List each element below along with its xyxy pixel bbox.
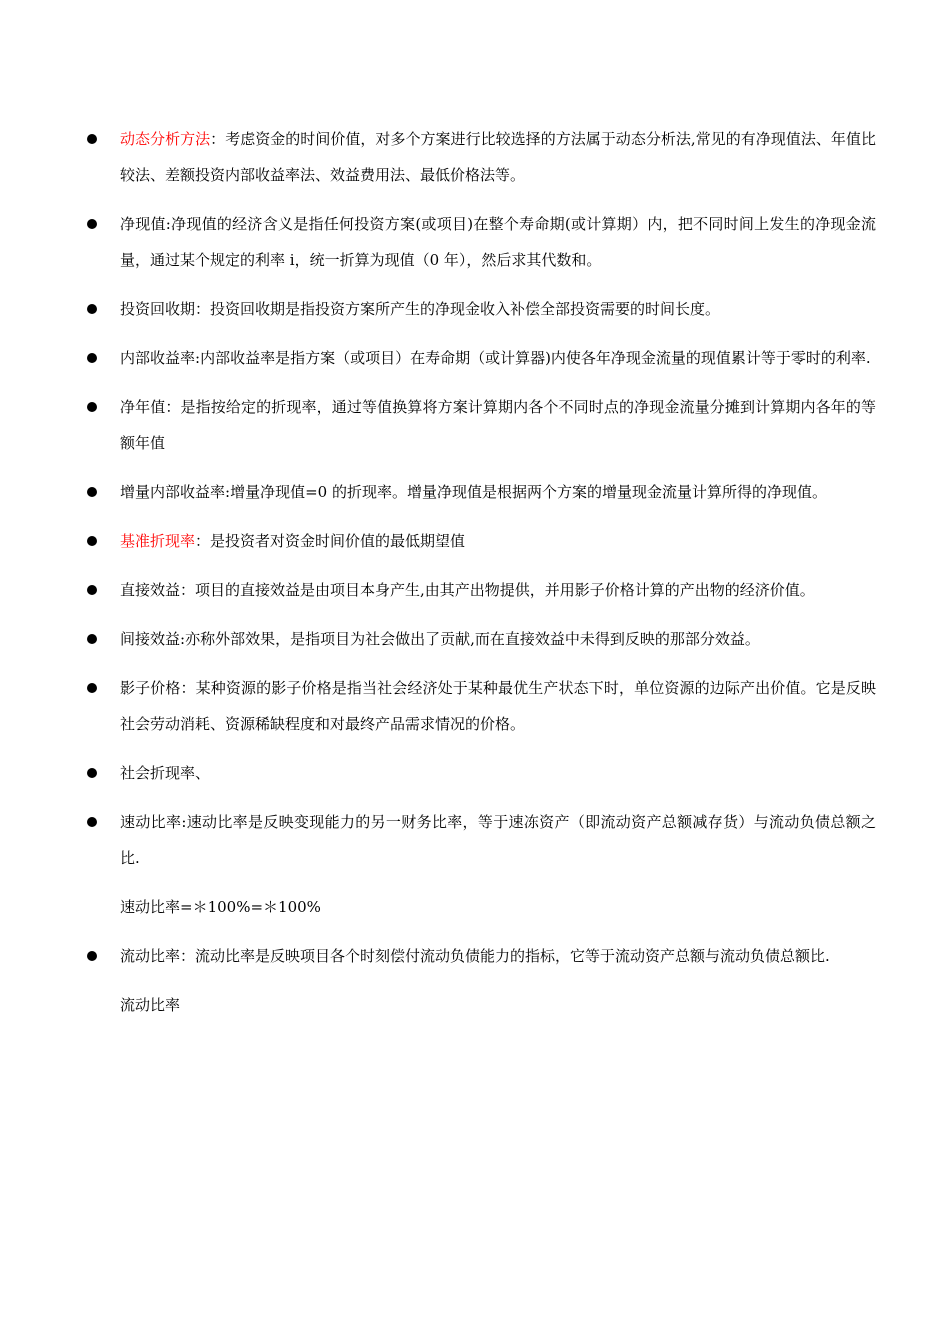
term-separator: ： xyxy=(210,130,226,148)
term-label: 投资回收期 xyxy=(120,300,196,318)
term-label: 内部收益率 xyxy=(120,349,196,367)
list-item-indirect-benefit xyxy=(86,621,876,657)
list-item-social-discount-rate xyxy=(86,755,876,791)
list-item-nav xyxy=(86,389,876,461)
definition-text: 流动比率是反映项目各个时刻偿付流动负债能力的指标，它等于流动资产总额与流动负债总额比. xyxy=(195,947,830,965)
bullet-icon xyxy=(87,219,97,229)
definition-text: 速动比率是反映变现能力的另一财务比率，等于速冻资产（即流动资产总额减存货）与流动负债总额之比. xyxy=(120,813,876,867)
list-item-dynamic-analysis xyxy=(86,121,876,193)
term-label: 基准折现率 xyxy=(120,532,196,550)
term-separator: : xyxy=(165,215,171,233)
quick-ratio-formula: 速动比率=＊100%=＊100% xyxy=(120,898,321,916)
list-item-quick-ratio xyxy=(86,804,876,876)
definition-text: 内部收益率是指方案（或项目）在寿命期（或计算器)内使各年净现金流量的现值累计等于零时的利率. xyxy=(200,349,871,367)
list-item-payback xyxy=(86,291,876,327)
term-label: 流动比率 xyxy=(120,947,181,965)
bullet-icon xyxy=(87,536,97,546)
term-label: 影子价格 xyxy=(120,679,181,697)
definition-text: 亦称外部效果，是指项目为社会做出了贡献,而在直接效益中未得到反映的那部分效益。 xyxy=(185,630,760,648)
term-separator: ： xyxy=(180,679,196,697)
bullet-icon xyxy=(87,304,97,314)
bullet-icon xyxy=(87,817,97,827)
definition-text: 某种资源的影子价格是指当社会经济处于某种最优生产状态下时，单位资源的边际产出价值。它是反映社会劳动消耗、资源稀缺程度和对最终产品需求情况的价格。 xyxy=(120,679,876,733)
term-separator: ： xyxy=(195,300,211,318)
definition-text: 增量净现值=0 的折现率。增量净现值是根据两个方案的增量现金流量计算所得的净现值。 xyxy=(230,483,827,501)
bullet-icon xyxy=(87,585,97,595)
bullet-icon xyxy=(87,768,97,778)
bullet-icon xyxy=(87,683,97,693)
list-item-benchmark-rate xyxy=(86,523,876,559)
term-separator: : xyxy=(180,630,186,648)
list-item-irr xyxy=(86,340,876,376)
definition-text: 投资回收期是指投资方案所产生的净现金收入补偿全部投资需要的时间长度。 xyxy=(210,300,721,318)
term-label: 间接效益 xyxy=(120,630,181,648)
term-label: 速动比率 xyxy=(120,813,182,831)
term-label: 动态分析方法 xyxy=(120,130,211,148)
list-item-direct-benefit xyxy=(86,572,876,608)
term-separator: ： xyxy=(180,581,196,599)
definition-list xyxy=(86,121,876,1036)
bullet-icon xyxy=(87,951,97,961)
term-label: 净现值 xyxy=(120,215,166,233)
bullet-icon xyxy=(87,634,97,644)
bullet-icon xyxy=(87,134,97,144)
term-separator: ： xyxy=(165,398,181,416)
current-ratio-formula: 流动比率 xyxy=(120,996,181,1014)
bullet-icon xyxy=(87,487,97,497)
bullet-icon xyxy=(87,353,97,363)
term-separator: : xyxy=(225,483,231,501)
definition-text: 净现值的经济含义是指任何投资方案(或项目)在整个寿命期(或计算期）内，把不同时间上发生的净现金流量，通过某个规定的利率 i，统一折算为现值（0 年），然后求其代数和。 xyxy=(120,215,876,269)
definition-text: 是投资者对资金时间价值的最低期望值 xyxy=(210,532,466,550)
list-item-current-ratio xyxy=(86,938,876,974)
list-item-npv xyxy=(86,206,876,278)
term-separator: : xyxy=(181,813,187,831)
term-label: 净年值 xyxy=(120,398,166,416)
term-separator: 、 xyxy=(195,764,211,782)
list-item-shadow-price xyxy=(86,670,876,742)
list-item-incremental-irr xyxy=(86,474,876,510)
definition-text: 考虑资金的时间价值，对多个方案进行比较选择的方法属于动态分析法,常见的有净现值法、年值比较法、差额投资内部收益率法、效益费用法、最低价格法等。 xyxy=(120,130,876,184)
term-separator: ： xyxy=(180,947,196,965)
definition-text: 是指按给定的折现率，通过等值换算将方案计算期内各个不同时点的净现金流量分摊到计算期内各年的等额年值 xyxy=(120,398,876,452)
definition-text: 项目的直接效益是由项目本身产生,由其产出物提供，并用影子价格计算的产出物的经济价值。 xyxy=(195,581,815,599)
term-separator: ： xyxy=(195,532,211,550)
term-label: 直接效益 xyxy=(120,581,181,599)
term-label: 增量内部收益率 xyxy=(120,483,226,501)
term-label: 社会折现率 xyxy=(120,764,196,782)
bullet-icon xyxy=(87,402,97,412)
term-separator: : xyxy=(195,349,201,367)
